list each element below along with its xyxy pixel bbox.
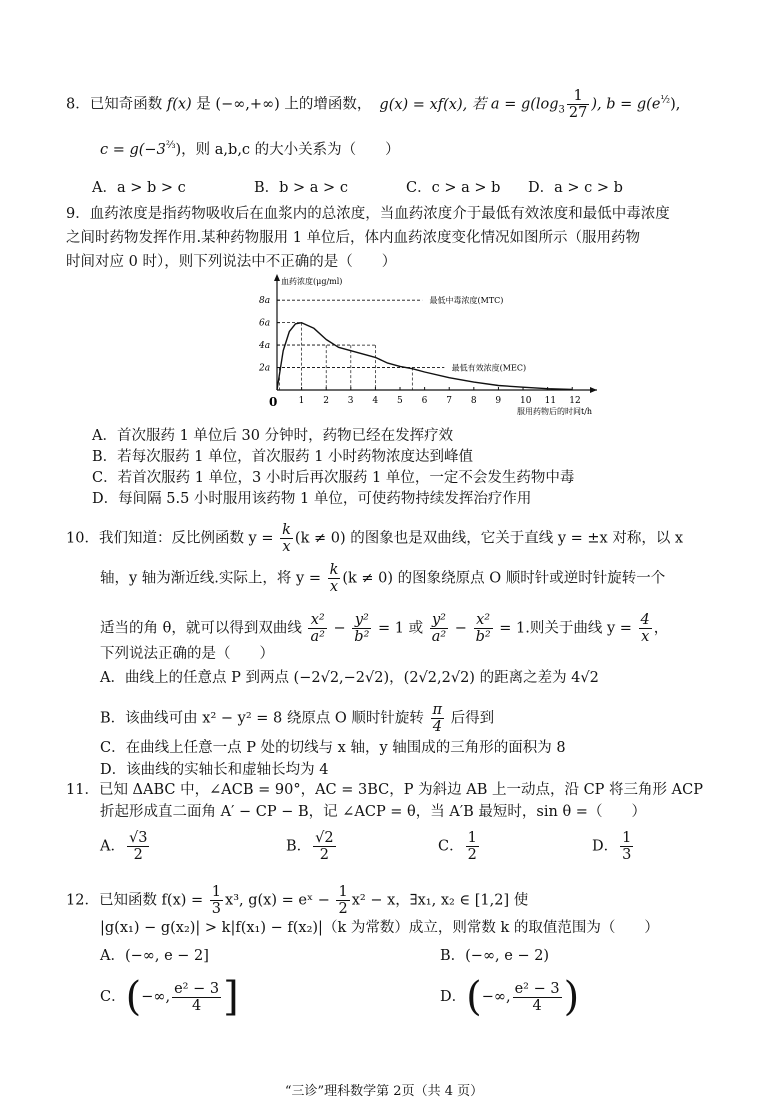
x-tick-label: 7 bbox=[446, 396, 452, 406]
y-tick-label: 2a bbox=[259, 363, 271, 374]
q10-line4: 下列说法正确的是（ ） bbox=[100, 646, 274, 662]
q12-line2: |g(x₁) − g(x₂)| > k|f(x₁) − f(x₂)|（k 为常数）成立，则常数 k 的取值范围为（ ） bbox=[100, 920, 659, 936]
q9-line3: 时间对应 0 时），则下列说法中不正确的是（ ） bbox=[66, 254, 397, 270]
x-tick-label: 1 bbox=[298, 396, 305, 406]
q11-option-c: C． $\frac{1}{2}$ bbox=[438, 830, 477, 863]
x-tick-label: 2 bbox=[323, 396, 329, 406]
q8-gx: g(x) = xf(x), bbox=[379, 96, 468, 113]
q8-log-base: 3 bbox=[558, 104, 565, 116]
q12-option-b: B．(−∞, e − 2) bbox=[440, 948, 550, 964]
page-footer: “三诊”理科数学第 2页（共 4 页） bbox=[284, 1084, 484, 1099]
q8-domain: 是 (−∞,+∞) 上的增函数， bbox=[191, 96, 372, 113]
q8-a-def: 若 a = g(log bbox=[467, 96, 559, 113]
q9-line2: 之间时药物发挥作用.某种药物服用 1 单位后，体内血药浓度变化情况如图所示（服用药物 bbox=[66, 230, 641, 246]
mec-label: 最低有效浓度(MEC) bbox=[451, 363, 527, 373]
q8-fx: f(x) bbox=[166, 96, 192, 113]
y-tick-label: 8a bbox=[259, 296, 271, 307]
y-axis-arrow bbox=[274, 274, 280, 281]
q10-option-b: B．该曲线可由 x² − y² = 8 绕原点 O 顺时针旋转 $\frac{\pi}{4}$ 后得到 bbox=[100, 702, 495, 735]
q9-option-c: C．若首次服药 1 单位，3 小时后再次服药 1 单位，一定不会发生药物中毒 bbox=[92, 470, 575, 486]
x-tick-label: 5 bbox=[397, 396, 403, 406]
x-axis-label: 服用药物后的时间t/h bbox=[517, 407, 593, 416]
q10-option-d: D．该曲线的实轴长和虚轴长均为 4 bbox=[100, 762, 329, 778]
x-tick-label: 12 bbox=[569, 396, 581, 406]
x-axis-arrow bbox=[590, 387, 597, 393]
origin-label: 0 bbox=[269, 395, 278, 409]
q9-option-d: D．每间隔 5.5 小时服用该药物 1 单位，可使药物持续发挥治疗作用 bbox=[92, 491, 532, 507]
y-tick-label: 6a bbox=[259, 318, 271, 329]
q9-option-b: B．若每次服药 1 单位，首次服药 1 小时药物浓度达到峰值 bbox=[92, 449, 474, 465]
q10-option-a: A．曲线上的任意点 P 到两点 (−2√2,−2√2)，(2√2,2√2) 的距离之差为 4√2 bbox=[100, 670, 599, 686]
q12-option-a: A．(−∞, e − 2] bbox=[100, 948, 209, 964]
q8-line1: 8．已知奇函数 f(x) 是 (−∞,+∞) 上的增函数， g(x) = xf(x), 若 $a = g(\log_3$ $\frac{1}{27}$ ), $b = g(e^{\frac{1}{2}})$, bbox=[66, 88, 681, 121]
y-tick-label: 4a bbox=[259, 341, 271, 352]
q12-line1: 12．已知函数 f(x) = $\frac{1}{3}$ x³, g(x) = eˣ − $\frac{1}{2}$ x² − x，∃x₁, x₂ ∈ [1,2] 使 bbox=[66, 884, 529, 917]
x-tick-label: 11 bbox=[544, 396, 557, 406]
q8-exponent: ½ bbox=[660, 94, 671, 106]
q12-option-c: C．(−∞, $\frac{\text{e² − 3}}{4}$ ] bbox=[100, 974, 239, 1020]
x-tick-label: 8 bbox=[470, 396, 477, 406]
q8-text: 8．已知奇函数 bbox=[66, 96, 167, 113]
q12-option-d: D．(−∞, $\frac{\text{e² − 3}}{4}$ ) bbox=[440, 974, 580, 1020]
q10-k-over-x-2: $\frac{k}{x}$ bbox=[329, 562, 339, 595]
mtc-label: 最低中毒浓度(MTC) bbox=[429, 296, 504, 306]
concentration-curve bbox=[277, 323, 572, 390]
q8-option-c: C．c > a > b bbox=[406, 180, 501, 196]
q10-option-c: C．在曲线上任意一点 P 处的切线与 x 轴，y 轴围成的三角形的面积为 8 bbox=[100, 740, 566, 756]
q11-line2: 折起形成直二面角 A′ − CP − B，记 ∠ACP = θ，当 A′B 最短时，sin θ =（ ） bbox=[100, 804, 646, 820]
q11-option-d: D． $\frac{1}{3}$ bbox=[592, 830, 632, 863]
x-tick-label: 9 bbox=[495, 396, 502, 406]
q11-line1: 11．已知 ΔABC 中，∠ACB = 90°，AC = 3BC，P 为斜边 AB 上一动点，沿 CP 将三角形 ACP bbox=[66, 782, 703, 798]
q8-option-d: D．a > c > b bbox=[528, 180, 623, 196]
q10-line3: 适当的角 θ，就可以得到双曲线 $\frac{\text{x²}}{\text{a²}}$ − $\frac{\text{y²}}{\text{b²}}$ = 1 或 $\frac{\text{y²}}{\text{a²}}$ − $\frac{\text{x²}}{\text{b²}}$ = 1.则关于曲线 y = $\frac{4}{x}$ ， bbox=[100, 612, 669, 645]
q8-option-b: B．b > a > c bbox=[254, 180, 348, 196]
y-axis-label: 血药浓度(μg/ml) bbox=[281, 277, 343, 286]
q11-option-b: B． $\frac{√2}{2}$ bbox=[286, 830, 334, 863]
x-tick-label: 6 bbox=[421, 396, 428, 406]
q8-c-exponent: ⅔ bbox=[165, 140, 176, 152]
q10-line1: 10．我们知道：反比例函数 y = $\frac{k}{x}$ (k ≠ 0) 的图象也是双曲线，它关于直线 y = ±x 对称，以 x bbox=[66, 522, 684, 555]
q10-line2: 轴，y 轴为渐近线.实际上，将 y = $\frac{k}{x}$ (k ≠ 0) 的图象绕原点 O 顺时针或逆时针旋转一个 bbox=[100, 562, 666, 595]
x-tick-label: 3 bbox=[347, 396, 354, 406]
q9-option-a: A．首次服药 1 单位后 30 分钟时，药物已经在发挥疗效 bbox=[92, 428, 454, 444]
q9-line1: 9．血药浓度是指药物吸收后在血浆内的总浓度，当血药浓度介于最低有效浓度和最低中毒浓度 bbox=[66, 206, 670, 222]
concentration-chart bbox=[245, 270, 620, 422]
q10-curve-fraction: $\frac{4}{x}$ bbox=[640, 612, 650, 645]
x-tick-label: 4 bbox=[372, 396, 379, 406]
q8-option-a: A．a > b > c bbox=[92, 180, 186, 196]
q10-k-over-x: $\frac{k}{x}$ bbox=[282, 522, 291, 555]
q8-line2: $c = g(-3^{\frac{2}{3}})$，则 a,b,c 的大小关系为（ ） bbox=[100, 140, 400, 158]
q8-b-def: ), b = g(e bbox=[591, 96, 661, 113]
q8-fraction: $\frac{1}{27}$ bbox=[568, 88, 588, 121]
x-tick-label: 10 bbox=[520, 396, 532, 406]
q11-option-a: A． $\frac{√3}{2}$ bbox=[100, 830, 148, 863]
